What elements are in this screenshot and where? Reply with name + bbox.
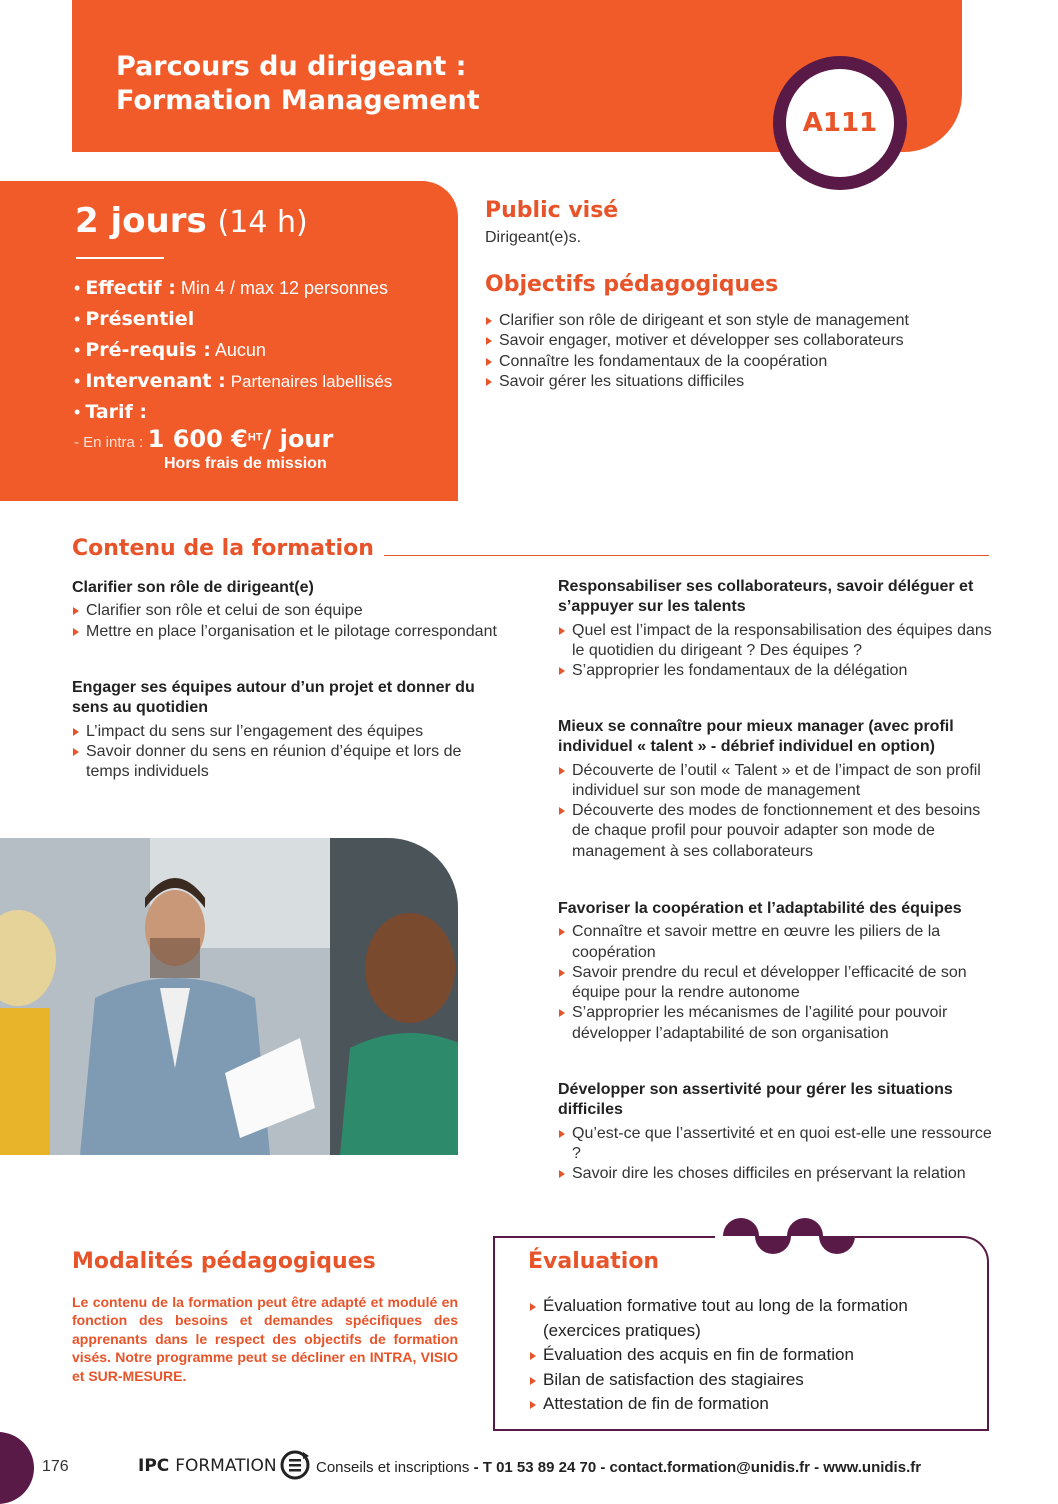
list-item: Évaluation formative tout au long de la formation (exercices pratiques) xyxy=(529,1294,969,1343)
tarif-line: • Tarif : xyxy=(74,401,148,423)
price-note: Hors frais de mission xyxy=(164,455,327,472)
contenu-block-4: Mieux se connaître pour mieux manager (avec profil individuel « talent » - débrief individuel en option) Découverte de l’outil « Talent » et de l’impact de son profil individuel sur son mode de management Découverte des modes de fonctionnement et des besoins de chaque profil pour pouvoir adapter son mode de management à ses collaborateurs xyxy=(558,717,996,862)
course-code-badge: A111 xyxy=(773,56,907,190)
presentiel-line: • Présentiel xyxy=(74,308,195,330)
list-item: Savoir engager, motiver et développer ses collaborateurs xyxy=(485,331,1005,351)
list-item: Savoir dire les choses difficiles en préservant la relation xyxy=(558,1164,996,1184)
footer-brand: IPC FORMATION xyxy=(138,1456,277,1476)
contenu-block-5: Favoriser la coopération et l’adaptabilité des équipes Connaître et savoir mettre en œuvre les piliers de la coopération Savoir prendre du recul et développer l’efficacité de son équipe pour la rendre autonome S’approprier les mécanismes de l’agilité pour pouvoir développer l’adaptabilité de son organisation xyxy=(558,899,996,1044)
page-title: Parcours du dirigeant : Formation Management xyxy=(116,51,480,116)
prerequis-line: • Pré-requis : Aucun xyxy=(74,339,266,361)
contenu-title: Contenu de la formation xyxy=(72,536,374,561)
list-item: Découverte des modes de fonctionnement et des besoins de chaque profil pour pouvoir adapter son mode de management à ses collaborateurs xyxy=(558,801,996,862)
list-item: Évaluation des acquis en fin de formation xyxy=(529,1343,969,1368)
list-item: Découverte de l’outil « Talent » et de l’impact de son profil individuel sur son mode de management xyxy=(558,761,996,802)
contenu-divider xyxy=(384,555,989,556)
list-item: Connaître et savoir mettre en œuvre les piliers de la coopération xyxy=(558,922,996,963)
list-item: Savoir prendre du recul et développer l’efficacité de son équipe pour la rendre autonome xyxy=(558,963,996,1004)
contenu-block-2: Engager ses équipes autour d’un projet et donner du sens au quotidien L’impact du sens sur l’engagement des équipes Savoir donner du sens en réunion d’équipe et lors de temps individuels xyxy=(72,678,502,782)
objectifs-list xyxy=(485,311,1005,392)
objectifs-title: Objectifs pédagogiques xyxy=(485,272,779,297)
meeting-photo xyxy=(0,838,458,1155)
intervenant-line: • Intervenant : Partenaires labellisés xyxy=(74,370,393,392)
list-item: Mettre en place l’organisation et le pilotage correspondant xyxy=(72,622,502,642)
list-item: S’approprier les fondamentaux de la délégation xyxy=(558,661,996,681)
meeting-illustration xyxy=(0,838,458,1155)
list-item: Attestation de fin de formation xyxy=(529,1392,969,1417)
list-item: Clarifier son rôle de dirigeant et son style de management xyxy=(485,311,1005,331)
duration-underline xyxy=(76,257,164,259)
list-item: Savoir gérer les situations difficiles xyxy=(485,372,1005,392)
contenu-block-3: Responsabiliser ses collaborateurs, savoir déléguer et s’appuyer sur les talents Quel est l’impact de la responsabilisation des équipes dans le quotidien du dirigeant ? Des équipes ? S’approprier les fondamentaux de la délégation xyxy=(558,577,996,681)
evaluation-list xyxy=(529,1294,969,1417)
list-item: Savoir donner du sens en réunion d’équipe et lors de temps individuels xyxy=(72,742,502,783)
list-item: Bilan de satisfaction des stagiaires xyxy=(529,1368,969,1393)
page-number: 176 xyxy=(42,1458,69,1475)
course-info-box xyxy=(0,181,458,501)
list-item: Quel est l’impact de la responsabilisation des équipes dans le quotidien du dirigeant ? Des équipes ? xyxy=(558,621,996,662)
decorative-dots-icon xyxy=(715,1214,855,1254)
public-title: Public visé xyxy=(485,198,619,223)
list-item: L’impact du sens sur l’engagement des équipes xyxy=(72,722,502,742)
list-item: S’approprier les mécanismes de l’agilité pour pouvoir développer l’adaptabilité de son organisation xyxy=(558,1003,996,1044)
contact-logo-icon xyxy=(278,1448,312,1482)
effectif-line: • Effectif : Min 4 / max 12 personnes xyxy=(74,277,389,299)
public-text: Dirigeant(e)s. xyxy=(485,229,582,246)
modalites-text: Le contenu de la formation peut être adapté et modulé en fonction des besoins et demandes spécifiques des apprenants dans le respect des objectifs de formation visés. Notre programme peut se décliner en INTRA, VISIO et SUR-MESURE. xyxy=(72,1294,458,1384)
footer-decoration xyxy=(0,1432,34,1504)
list-item: Clarifier son rôle et celui de son équipe xyxy=(72,601,502,621)
contenu-block-1: Clarifier son rôle de dirigeant(e) Clarifier son rôle et celui de son équipe Mettre en place l’organisation et le pilotage correspondant xyxy=(72,578,502,642)
list-item: Connaître les fondamentaux de la coopération xyxy=(485,352,1005,372)
evaluation-title: Évaluation xyxy=(528,1249,660,1274)
intra-price: - En intra : 1 600 €$^{HT}$/ jour xyxy=(74,425,334,453)
modalites-title: Modalités pédagogiques xyxy=(72,1249,376,1274)
duration: 2 jours (14 h) xyxy=(75,201,308,241)
list-item: Qu’est-ce que l’assertivité et en quoi est-elle une ressource ? xyxy=(558,1124,996,1165)
contenu-block-6: Développer son assertivité pour gérer les situations difficiles Qu’est-ce que l’assertivité et en quoi est-elle une ressource ? Savoir dire les choses difficiles en préservant la relation xyxy=(558,1080,996,1184)
footer-contact: Conseils et inscriptions - T 01 53 89 24 70 - contact.formation@unidis.fr - www.unidis.fr xyxy=(316,1459,922,1476)
